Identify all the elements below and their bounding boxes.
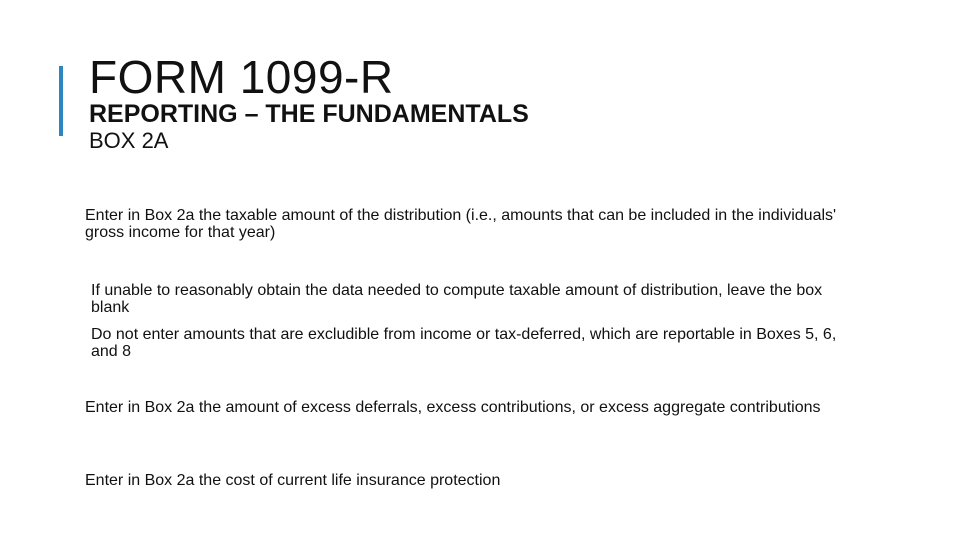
paragraph-excess-deferrals: Enter in Box 2a the amount of excess deferrals, excess contributions, or excess aggregate contributions (85, 399, 821, 416)
paragraph-excludible-amounts: Do not enter amounts that are excludible from income or tax-deferred, which are reportable in Boxes 5, 6, and 8 (91, 326, 837, 360)
slide-title: FORM 1099-R (89, 51, 394, 103)
slide-subtitle: REPORTING – THE FUNDAMENTALS (89, 100, 529, 128)
paragraph-unable-to-compute: If unable to reasonably obtain the data needed to compute taxable amount of distribution, leave the box blank (91, 282, 823, 316)
paragraph-taxable-amount: Enter in Box 2a the taxable amount of the distribution (i.e., amounts that can be included in the individuals' gross income for that year) (85, 207, 837, 241)
title-accent-bar (59, 66, 63, 136)
section-label: BOX 2A (89, 128, 169, 153)
paragraph-life-insurance: Enter in Box 2a the cost of current life insurance protection (85, 472, 501, 489)
